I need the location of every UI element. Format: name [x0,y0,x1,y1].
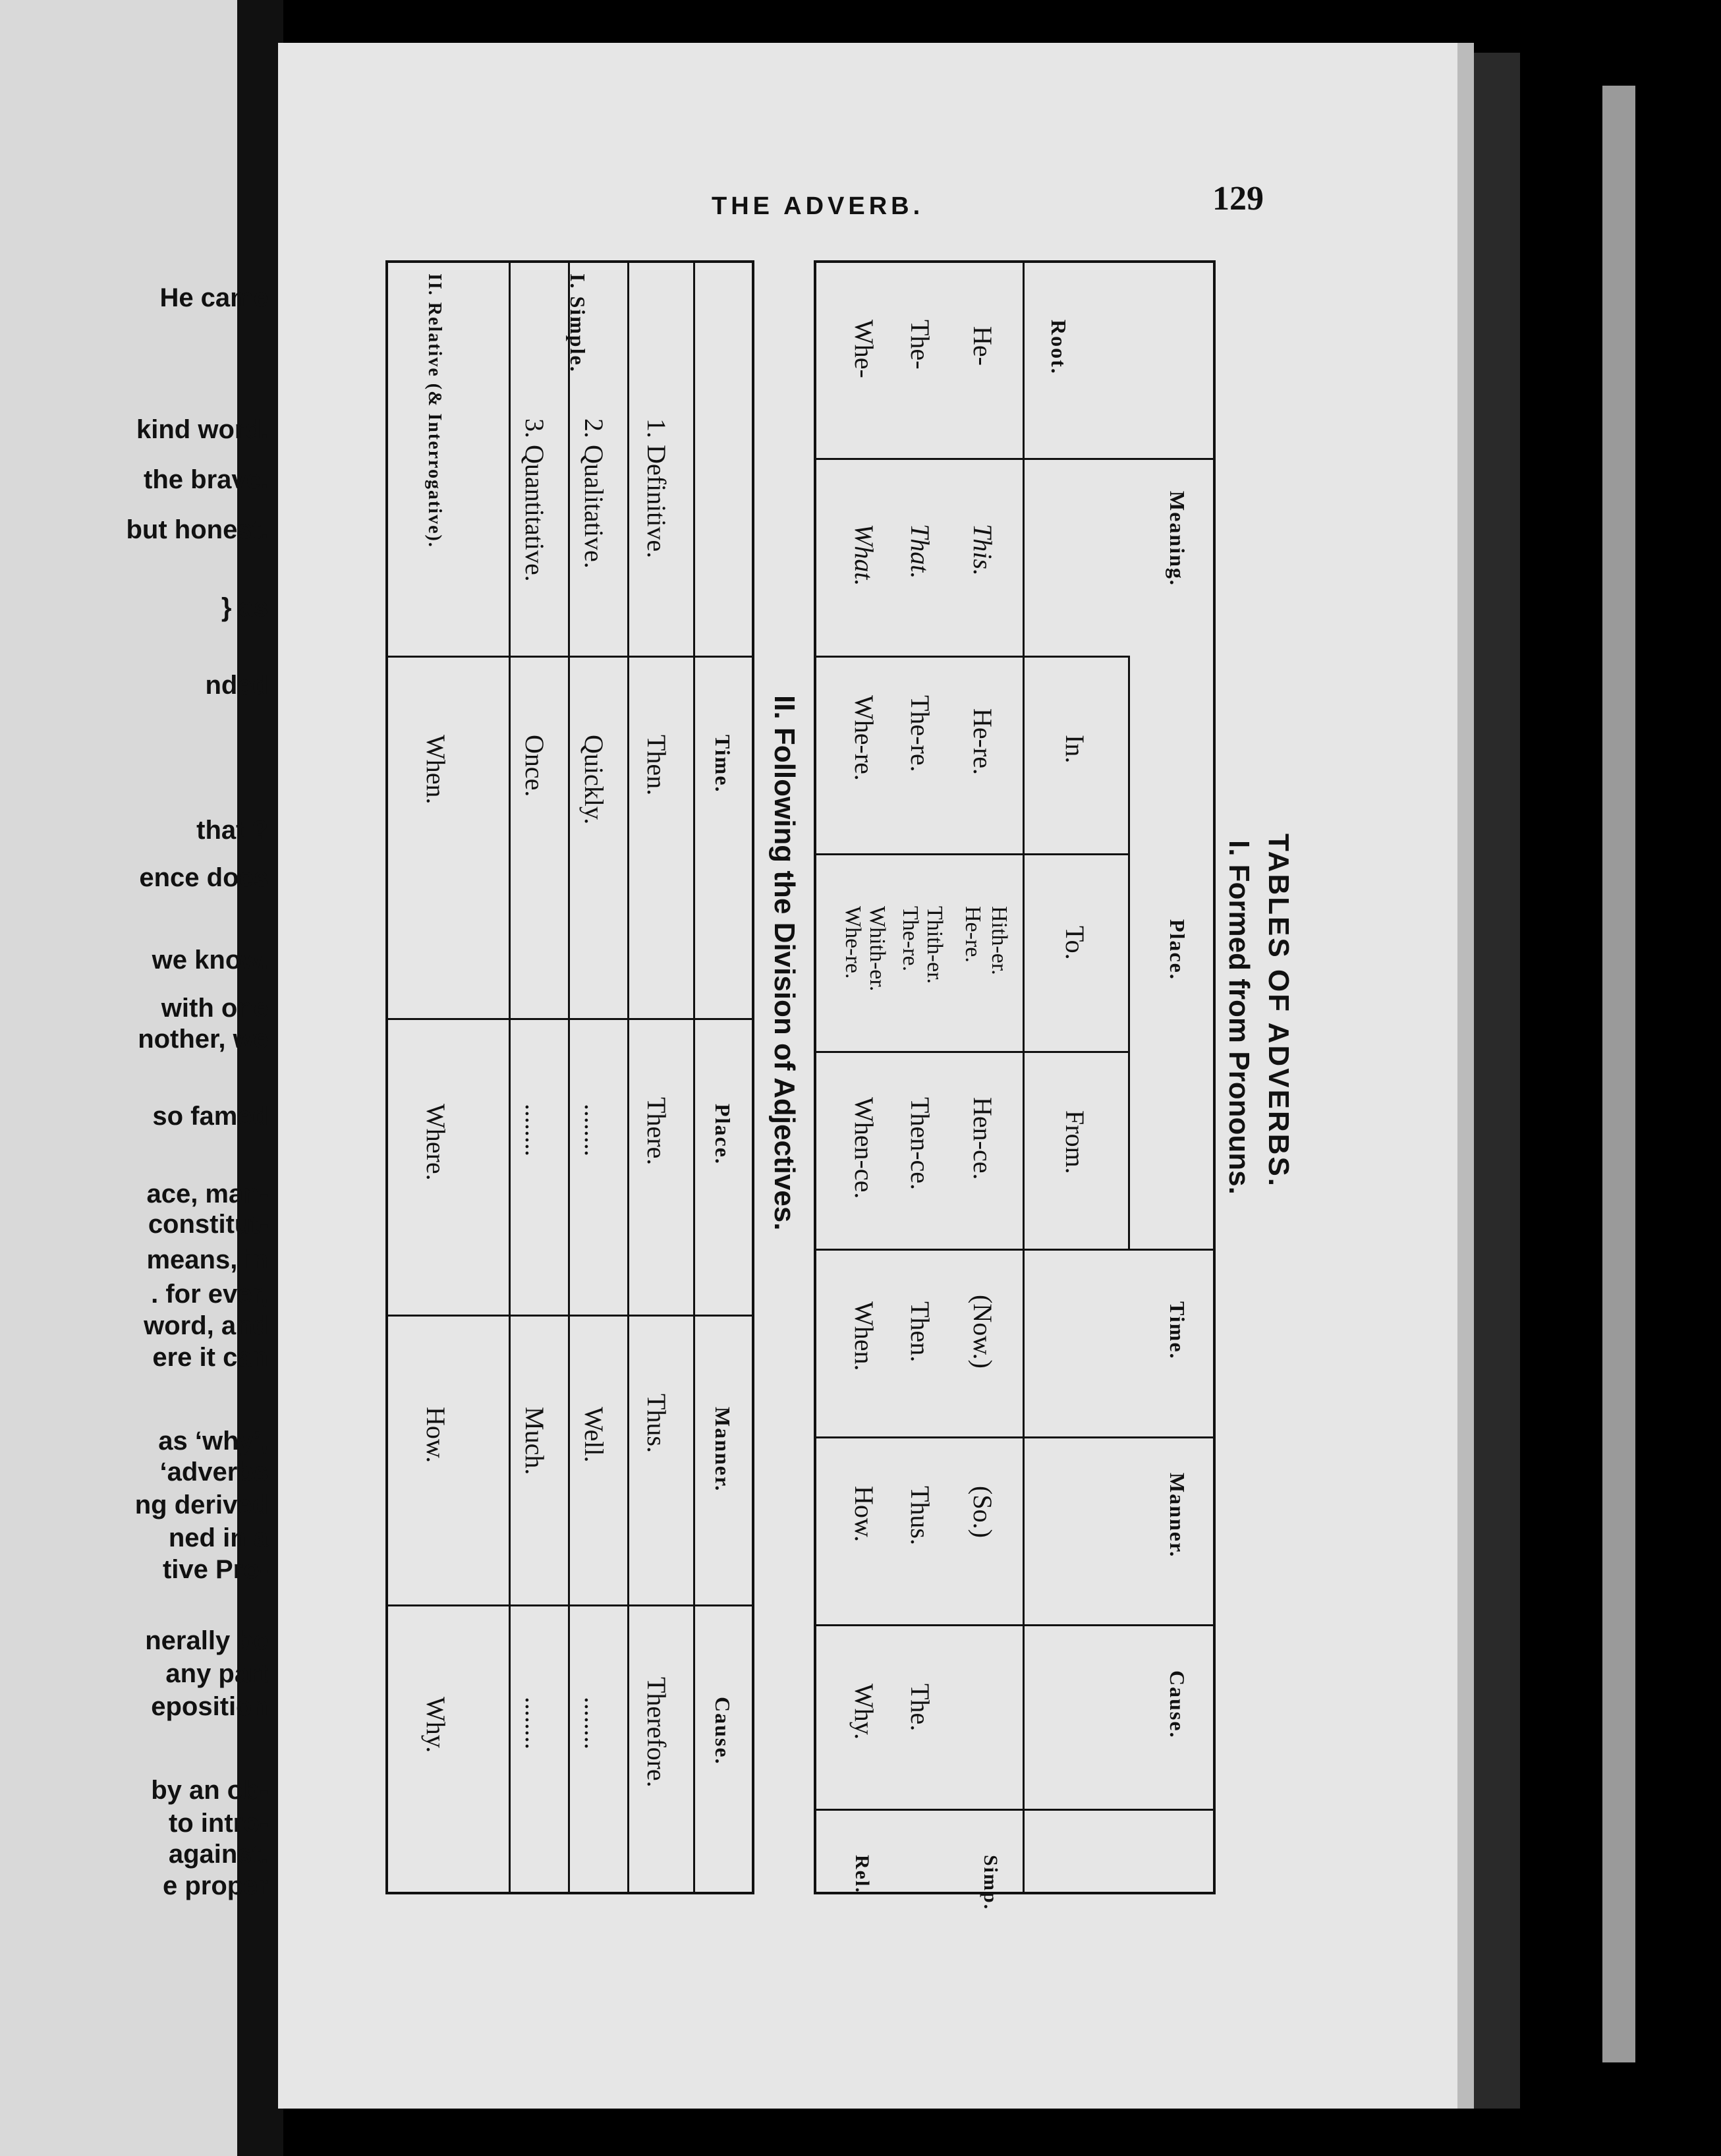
left-page-line: eposition [151,1692,268,1721]
t2-header-time: Time. [711,735,735,793]
left-page-line: so famed [152,1102,268,1131]
header-place: Place. [1166,919,1189,980]
bracket-label-simple: Simp. [980,1855,1002,1911]
left-page-line: ere it can [152,1343,268,1372]
page-number: 129 [1212,180,1264,217]
table1-frame [814,260,1216,1894]
header-cause: Cause. [1166,1670,1189,1739]
left-page-line: He came [159,283,268,312]
left-page-line: means, in [146,1245,268,1274]
left-page-line: but honest. [126,515,268,544]
left-page-line: as ‘why’, [158,1427,268,1456]
left-page-line: to intro- [168,1809,268,1838]
left-page-line: ned in a [168,1523,268,1552]
header-time: Time. [1166,1301,1189,1360]
t2-simple-label: I. Simple. [566,273,590,373]
header-in: In. [1060,735,1090,764]
header-manner: Manner. [1166,1473,1189,1558]
header-to: To. [1060,926,1090,960]
t2-header-manner: Manner. [711,1407,735,1492]
left-page-line: ence does [139,863,268,892]
left-page-line: ace, man- [146,1179,268,1208]
left-page-line: kind word. [136,415,268,444]
tables-title: TABLES OF ADVERBS. [1262,834,1295,1189]
left-page-line: constitut- [148,1210,268,1239]
left-page-line: any part [165,1659,268,1688]
left-page-line: e proper [162,1871,268,1900]
table1-title: I. Formed from Pronouns. [1223,840,1255,1195]
header-from: From. [1060,1110,1090,1174]
left-page-line: against. [168,1840,268,1869]
rotated-tables: TABLES OF ADVERBS. I. Formed from Pronouns. Root. Meaning. Place. In. To. From. Time. Manner. Cause. He- This. He-re. Hith-er. He-re. Hen-ce. (Now.) (So.) The- That. The-re. Thith-er. The-re. Then-ce. Then. Thus. The. Whe- What. Whe-re. Whith-er. Whe-re. When-ce. When. How. Why. Simp. Rel. II. Following the Division of Adjectives. Time. Place. Manner. Cause. I. Simple. II. Relative (& Interrogative). 1. Definitive. Then. There. Thus. Therefore. 2. Qualitative. Quickly. ........ Well. ........ 3. Quantitative. Once. ........ Much. ........ When. Where. How. Why. [366,260,1301,1921]
bracket-label-relative: Rel. [851,1855,873,1894]
left-page-line: nded [205,671,268,700]
t2-header-place: Place. [711,1104,735,1165]
left-page-line: we know. [152,946,268,975]
left-page-line: ng derived [134,1490,268,1519]
left-page-line: . for ever, [151,1280,268,1309]
left-page-line: nother, we [138,1025,268,1054]
book-spine-shadow [1474,53,1520,2109]
t2-relative-label: II. Relative (& Interrogative). [424,273,445,548]
left-page-line: nerally be [145,1626,268,1655]
running-head: THE ADVERB. [712,192,924,220]
header-meaning: Meaning. [1166,491,1189,586]
left-page-line: that ? [196,816,268,845]
left-page-line: with one [161,994,268,1023]
left-page-line: } as [221,593,268,622]
left-page-line: by an ob- [151,1776,268,1805]
left-page-line: ‘adverbs [159,1458,268,1487]
table2-title: II. Following the Division of Adjectives. [768,695,801,1231]
left-page-line: tive Pro- [162,1555,268,1584]
page-edge [1457,43,1474,2109]
t2-header-cause: Cause. [711,1697,735,1765]
left-page-line: the brave. [144,465,268,494]
book-cover-edge [1602,86,1635,2062]
left-page-line: word, and [144,1311,268,1340]
header-root: Root. [1047,320,1071,375]
